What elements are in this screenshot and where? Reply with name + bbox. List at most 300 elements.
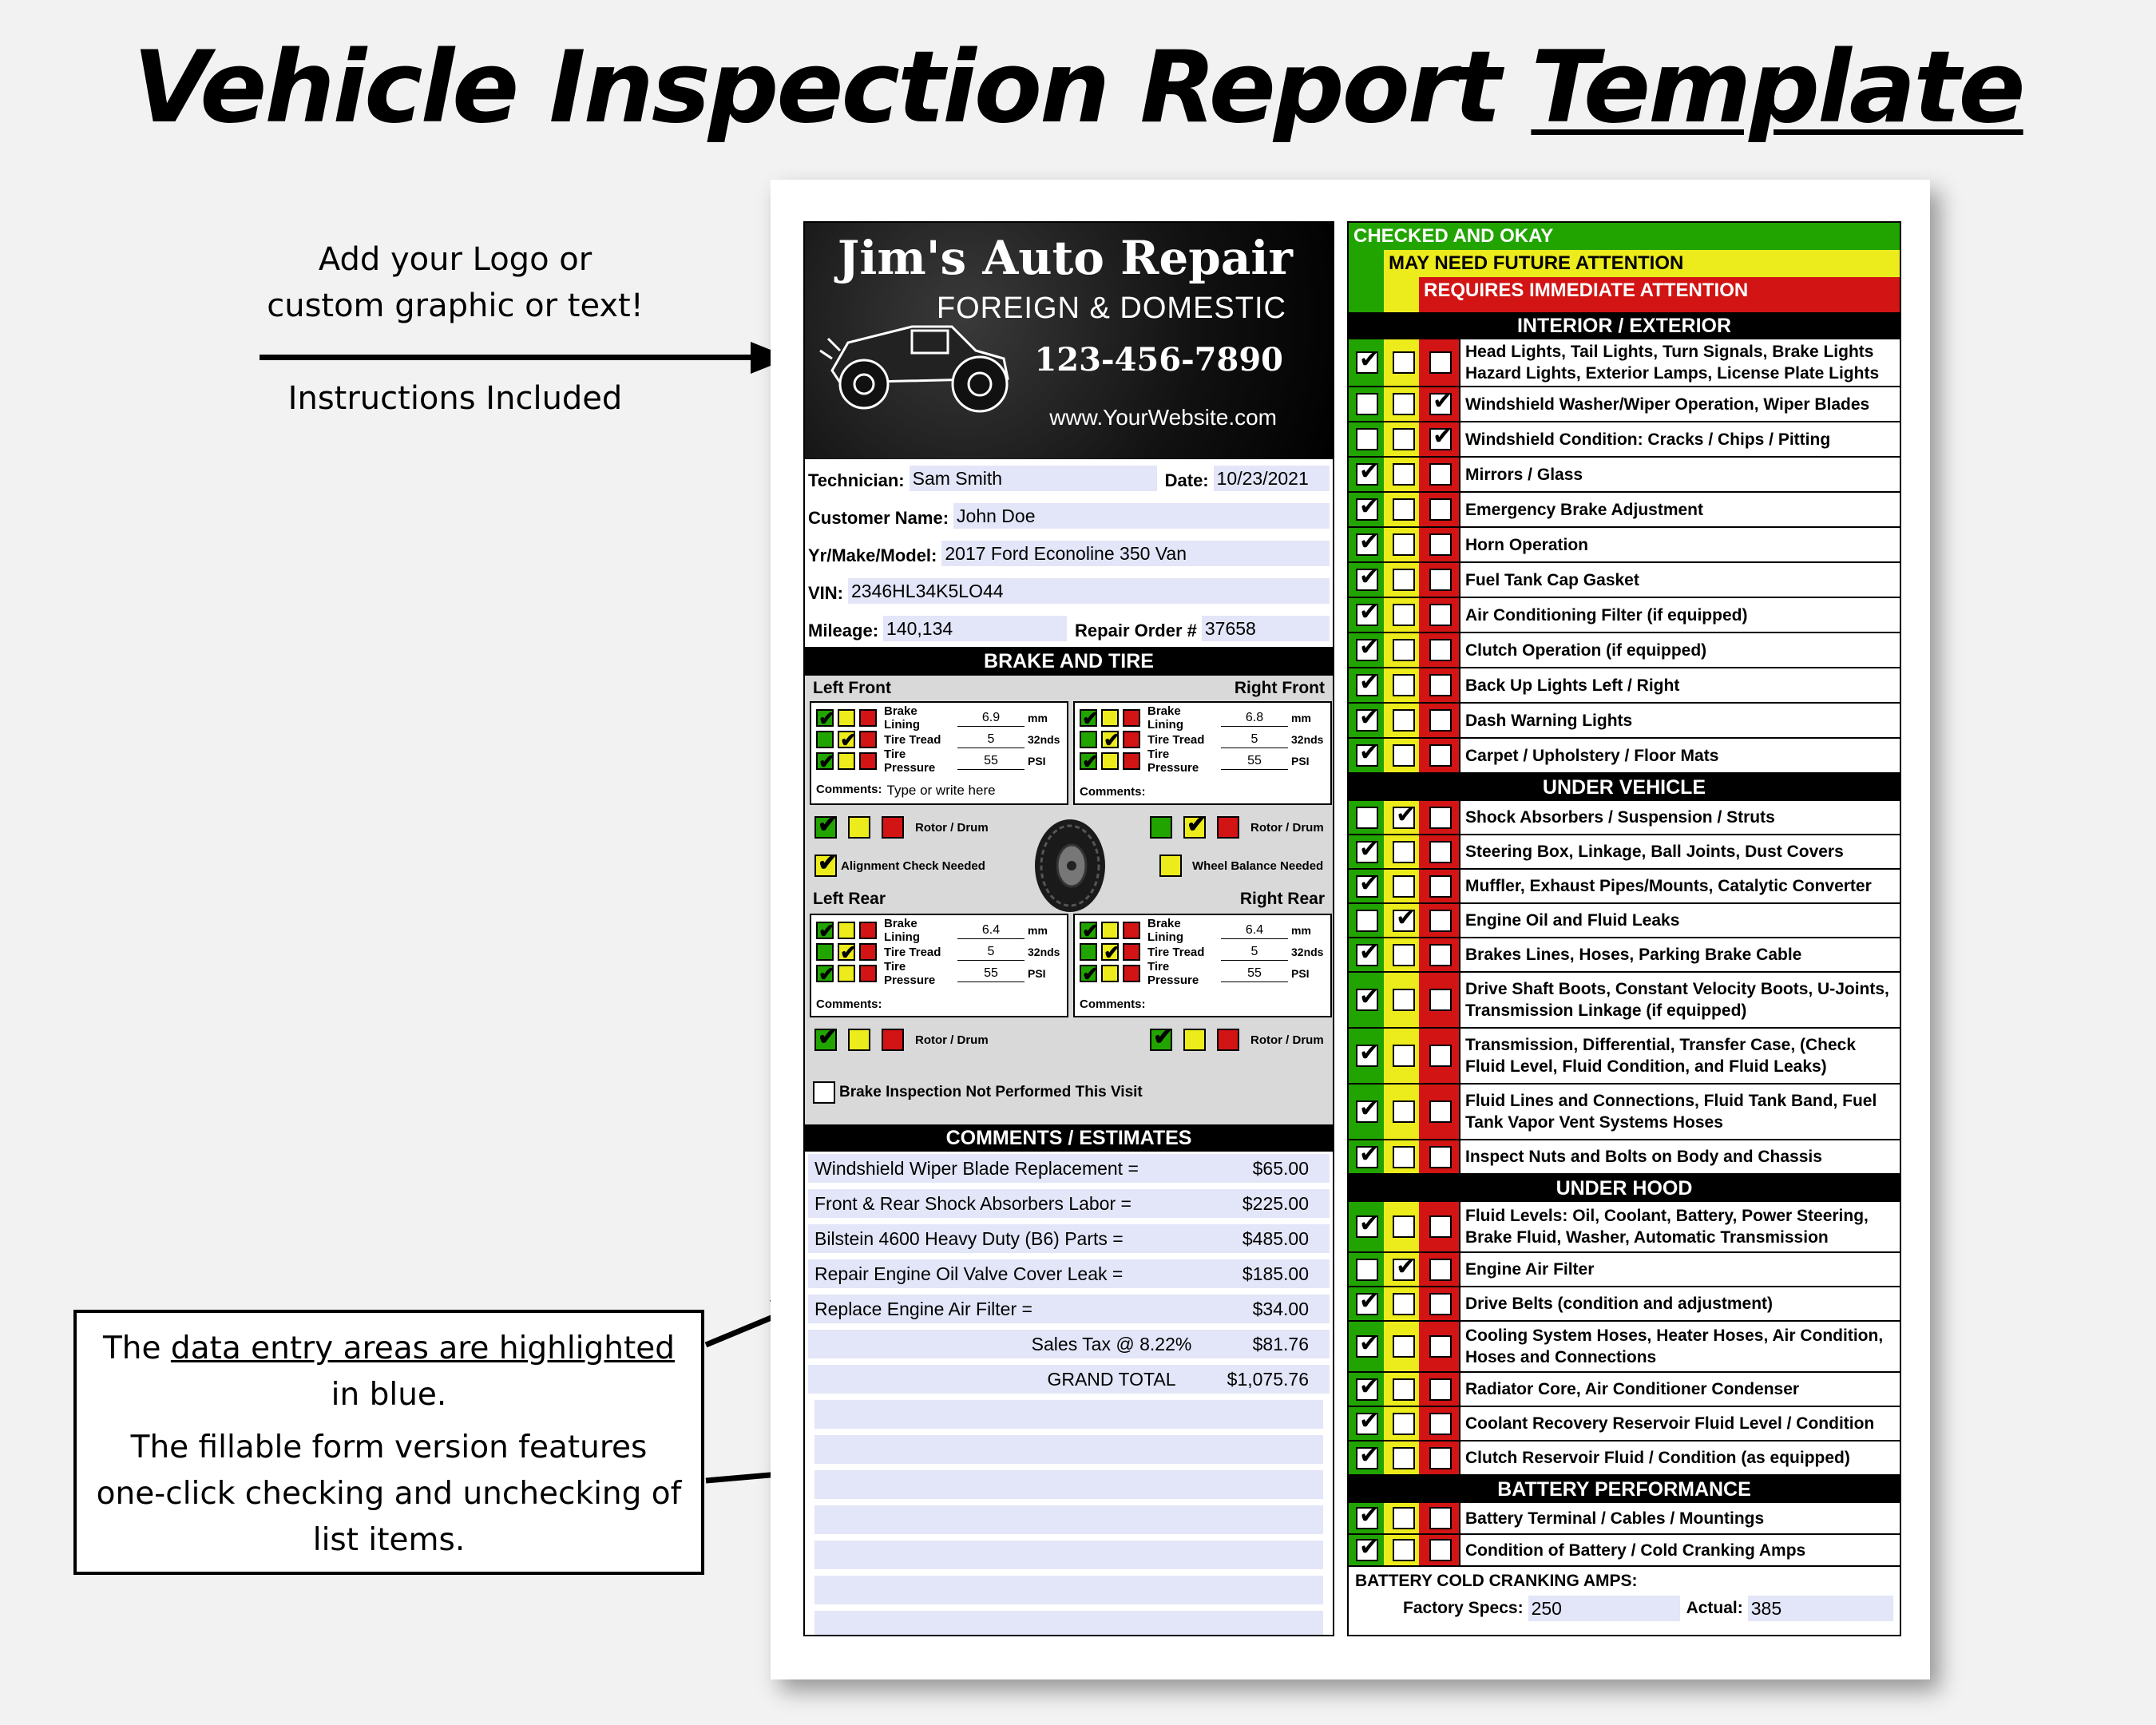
callout-line3: The fillable form version features [130,1430,648,1465]
grand-total-field[interactable] [808,1365,1330,1394]
checkbox-group [1349,973,1459,1027]
checklist-row [1349,1202,1900,1253]
wheel-box-left-front [810,701,1068,805]
right-front-label: Right Front [1234,679,1325,697]
checklist-checkbox[interactable] [1429,1293,1452,1315]
section-header: BATTERY PERFORMANCE [1349,1476,1900,1503]
checklist-checkbox[interactable] [1429,875,1452,898]
checkbox-group [1349,563,1459,597]
blank-estimate-field[interactable] [814,1470,1323,1499]
repair-order-field[interactable]: 37658 [1202,616,1330,641]
rotor-checkbox[interactable] [1217,1029,1239,1051]
status-checkbox[interactable] [1123,943,1140,961]
measure-value[interactable]: 6.8 [1221,710,1288,727]
checklist-checkbox[interactable] [1393,569,1415,591]
checklist-row [1349,668,1900,704]
checklist-checkbox[interactable] [1429,533,1452,556]
checklist-checkbox[interactable] [1393,875,1415,898]
battery-cca [1349,1567,1900,1626]
checklist-checkbox[interactable] [1356,569,1378,591]
estimate-field[interactable] [808,1224,1330,1253]
checklist-checkbox[interactable] [1429,989,1452,1011]
checklist-checkbox[interactable] [1429,1215,1452,1238]
section-header: UNDER VEHICLE [1349,774,1900,801]
checklist-checkbox[interactable] [1356,744,1378,767]
checklist-checkbox[interactable] [1356,944,1378,966]
measure-label: Tire Tread [884,945,941,959]
actual-field[interactable]: 385 [1748,1596,1893,1621]
checklist-item-label: Muffler, Exhaust Pipes/Mounts, Catalytic Converter [1459,870,1900,902]
checklist-checkbox[interactable] [1356,533,1378,556]
status-checkbox[interactable] [838,922,855,939]
measure-value[interactable]: 6.9 [957,710,1024,727]
estimate-field[interactable] [808,1295,1330,1323]
checklist-checkbox[interactable] [1393,1293,1415,1315]
checklist-checkbox[interactable] [1393,1045,1415,1067]
checkbox-group [1349,458,1459,491]
rotor-checkbox[interactable] [1150,1029,1172,1051]
checklist-row [1349,1085,1900,1140]
rotor-left-rear [814,1029,989,1051]
checklist-checkbox[interactable] [1393,463,1415,486]
checklist-checkbox[interactable] [1393,428,1415,450]
checklist-checkbox[interactable] [1356,1447,1378,1469]
estimate-amount: $225.00 [1242,1193,1309,1214]
checklist-checkbox[interactable] [1429,910,1452,932]
checkbox-group [1349,1140,1459,1173]
measure-value[interactable]: 6.4 [957,922,1024,939]
legend-red: REQUIRES IMMEDIATE ATTENTION [1419,277,1900,304]
comments-field[interactable] [887,997,1062,1011]
checklist-checkbox[interactable] [1356,1259,1378,1281]
title-main: Vehicle Inspection Report [133,30,1500,145]
status-checkbox[interactable] [859,922,877,939]
checklist-checkbox[interactable] [1393,1413,1415,1435]
wheel-comments [816,997,1062,1011]
technician-field[interactable]: Sam Smith [910,466,1157,491]
measure-label: Tire Pressure [884,748,936,775]
checklist-checkbox[interactable] [1356,463,1378,486]
measure-label: Brake Lining [884,704,920,732]
comments-field[interactable] [1151,785,1326,799]
checklist-checkbox[interactable] [1356,1539,1378,1561]
rotor-checkbox[interactable] [814,816,837,839]
checkbox-group [1349,387,1459,421]
estimate-field[interactable] [808,1154,1330,1183]
status-checkbox[interactable] [859,965,877,982]
measure-label: Brake Lining [1147,704,1183,732]
checklist-checkbox[interactable] [1429,1100,1452,1123]
measure-value[interactable]: 55 [1221,966,1288,982]
checklist-checkbox[interactable] [1429,639,1452,661]
checklist-checkbox[interactable] [1393,1100,1415,1123]
checklist-item-label: Drive Shaft Boots, Constant Velocity Boots, U-Joints, Transmission Linkage (if equipped) [1459,973,1900,1027]
measure-value[interactable]: 5 [957,944,1024,961]
checklist-checkbox[interactable] [1356,1378,1378,1401]
checklist-checkbox[interactable] [1429,944,1452,966]
blank-estimate-field[interactable] [814,1400,1323,1429]
rotor-checkbox[interactable] [848,1029,870,1051]
checklist-checkbox[interactable] [1429,1539,1452,1561]
estimate-field[interactable] [808,1189,1330,1218]
customer-row [808,497,1330,534]
status-checkbox[interactable] [859,943,877,961]
status-checkbox[interactable] [816,709,834,727]
checklist-checkbox[interactable] [1393,1335,1415,1358]
blank-estimate-row [808,1503,1330,1538]
status-checkbox[interactable] [1123,752,1140,770]
checklist-checkbox[interactable] [1356,1335,1378,1358]
status-checkbox[interactable] [1101,752,1119,770]
measure-value[interactable]: 55 [957,753,1024,770]
checklist-row [1349,387,1900,422]
report-page [771,180,1930,1679]
rotor-checkbox[interactable] [814,1029,837,1051]
grand-total-label: GRAND TOTAL [1047,1369,1176,1390]
status-checkbox[interactable] [816,922,834,939]
checklist-row [1349,563,1900,598]
estimate-row [808,1257,1330,1292]
status-checkbox[interactable] [1080,752,1097,770]
blank-estimate-row [808,1573,1330,1608]
checklist-checkbox[interactable] [1393,1378,1415,1401]
checklist-row [1349,739,1900,774]
status-checkbox[interactable] [816,731,834,748]
blank-estimate-field[interactable] [814,1435,1323,1464]
rotor-checkbox[interactable] [1183,1029,1206,1051]
rotor-checkbox[interactable] [848,816,870,839]
legend [1349,223,1900,312]
status-checkbox[interactable] [1080,731,1097,748]
status-checkbox[interactable] [1101,922,1119,939]
alignment-checkbox[interactable] [814,855,837,877]
checklist-checkbox[interactable] [1356,709,1378,732]
measure-value[interactable]: 55 [957,966,1024,982]
comments-label: Comments: [1080,997,1146,1011]
checklist-checkbox[interactable] [1393,1146,1415,1168]
wheel-comments [1080,997,1326,1011]
checklist-checkbox[interactable] [1356,807,1378,829]
wheel-measure-row [816,960,1046,987]
not-performed-checkbox[interactable] [813,1081,835,1104]
customer-info [805,459,1333,647]
checklist-row [1349,1253,1900,1287]
checklist-checkbox[interactable] [1393,841,1415,863]
checklist-checkbox[interactable] [1356,498,1378,521]
checklist-checkbox[interactable] [1429,463,1452,486]
measure-value[interactable]: 55 [1221,753,1288,770]
checklist-checkbox[interactable] [1429,1146,1452,1168]
page-title [0,16,2156,160]
status-checkbox[interactable] [816,965,834,982]
checklist-checkbox[interactable] [1393,944,1415,966]
status-checkbox[interactable] [838,752,855,770]
checklist-checkbox[interactable] [1356,674,1378,696]
checklist-checkbox[interactable] [1429,841,1452,863]
not-performed-check [813,1081,1143,1104]
checklist-checkbox[interactable] [1393,1447,1415,1469]
checklist-item-label: Clutch Reservoir Fluid / Condition (as equipped) [1459,1441,1900,1474]
checklist-row [1349,1407,1900,1441]
checklist-checkbox[interactable] [1429,569,1452,591]
wheel-measure-row [1080,960,1310,987]
checklist-checkbox[interactable] [1393,351,1415,374]
status-checkbox[interactable] [859,709,877,727]
checklist-row [1349,704,1900,739]
measure-unit: PSI [1028,967,1046,980]
checklist-checkbox[interactable] [1393,533,1415,556]
checklist-checkbox[interactable] [1356,1413,1378,1435]
measure-value[interactable]: 5 [957,732,1024,748]
status-checkbox[interactable] [1123,709,1140,727]
checklist-checkbox[interactable] [1429,393,1452,415]
checklist-checkbox[interactable] [1429,1378,1452,1401]
checklist-checkbox[interactable] [1393,744,1415,767]
checkbox-group [1349,1322,1459,1371]
customer-field[interactable]: John Doe [953,503,1330,529]
checklist-checkbox[interactable] [1356,910,1378,932]
shop-name: Jim's Auto Repair [837,231,1293,285]
status-checkbox[interactable] [1080,709,1097,727]
checkbox-group [1349,1373,1459,1406]
estimate-row [808,1152,1330,1187]
legend-yellow: MAY NEED FUTURE ATTENTION [1384,250,1900,277]
measure-value[interactable]: 5 [1221,732,1288,748]
sales-tax-field[interactable] [808,1330,1330,1358]
checklist-checkbox[interactable] [1429,1413,1452,1435]
checklist-checkbox[interactable] [1393,674,1415,696]
checklist-item-label: Head Lights, Tail Lights, Turn Signals, Brake Lights Hazard Lights, Exterior Lamps, License Plate Lights [1459,339,1900,386]
estimates-header: COMMENTS / ESTIMATES [805,1124,1333,1152]
measure-value[interactable]: 6.4 [1221,922,1288,939]
logo-note-line2: custom graphic or text! [267,288,644,324]
rotor-checkbox[interactable] [882,1029,904,1051]
checklist-checkbox[interactable] [1393,639,1415,661]
checklist-item-label: Horn Operation [1459,528,1900,561]
checkbox-group [1349,835,1459,868]
checklist-checkbox[interactable] [1356,1146,1378,1168]
rotor-checkbox[interactable] [882,816,904,839]
comments-field[interactable]: Type or write here [887,783,1062,799]
checklist-checkbox[interactable] [1393,1539,1415,1561]
vin-label: VIN: [808,583,843,603]
checklist-checkbox[interactable] [1393,498,1415,521]
status-checkbox[interactable] [1123,922,1140,939]
checklist-row [1349,973,1900,1029]
checklist-checkbox[interactable] [1356,989,1378,1011]
blank-estimate-field[interactable] [814,1576,1323,1604]
blank-estimate-field[interactable] [814,1611,1323,1636]
checklist-checkbox[interactable] [1356,1045,1378,1067]
checklist-checkbox[interactable] [1356,1507,1378,1529]
mileage-field[interactable]: 140,134 [883,616,1067,641]
checklist-checkbox[interactable] [1356,428,1378,450]
rotor-label: Rotor / Drum [915,820,989,835]
factory-specs-field[interactable]: 250 [1528,1596,1680,1621]
checklist-row [1349,1140,1900,1175]
checklist-checkbox[interactable] [1393,807,1415,829]
wheel-measure-row [1080,704,1311,732]
checklist-checkbox[interactable] [1356,1293,1378,1315]
checklist-checkbox[interactable] [1429,1045,1452,1067]
checklist-item-label: Clutch Operation (if equipped) [1459,633,1900,667]
checklist-checkbox[interactable] [1429,1335,1452,1358]
measure-label: Brake Lining [884,917,920,944]
checklist-item-label: Windshield Washer/Wiper Operation, Wiper Blades [1459,387,1900,421]
brake-tire-header: BRAKE AND TIRE [805,647,1333,676]
measure-unit: mm [1028,712,1048,724]
checkbox-group [1349,938,1459,971]
blank-estimate-field[interactable] [814,1505,1323,1534]
blank-estimate-row [808,1538,1330,1573]
callout-line2: in blue. [331,1377,447,1413]
checklist-row [1349,1503,1900,1535]
checklist-item-label: Battery Terminal / Cables / Mountings [1459,1503,1900,1533]
comments-label: Comments: [816,783,882,796]
estimate-field[interactable] [808,1259,1330,1288]
shop-phone: 123-456-7890 [1034,341,1283,379]
checkbox-group [1349,1407,1459,1440]
status-checkbox[interactable] [838,731,855,748]
measure-unit: mm [1028,924,1048,937]
measure-label: Tire Tread [1147,732,1205,747]
status-checkbox[interactable] [838,943,855,961]
status-checkbox[interactable] [1123,731,1140,748]
checklist-checkbox[interactable] [1429,744,1452,767]
wheel-box-right-front [1073,701,1332,805]
checklist-checkbox[interactable] [1429,604,1452,626]
rotor-label: Rotor / Drum [1250,1033,1324,1047]
measure-unit: 32nds [1291,733,1324,746]
checklist-checkbox[interactable] [1429,1507,1452,1529]
status-checkbox[interactable] [1123,965,1140,982]
wheel-measure-row [816,704,1048,732]
checklist-checkbox[interactable] [1356,393,1378,415]
callout-pre: The [102,1330,171,1366]
checkbox-group [1349,339,1459,386]
checklist-item-label: Radiator Core, Air Conditioner Condenser [1459,1373,1900,1406]
status-checkbox[interactable] [1080,922,1097,939]
callout-line5: list items. [312,1522,466,1558]
checklist-checkbox[interactable] [1429,1259,1452,1281]
checklist-checkbox[interactable] [1429,1447,1452,1469]
checklist-checkbox[interactable] [1393,910,1415,932]
tech-date-row [808,459,1330,497]
checklist-row [1349,1029,1900,1085]
status-checkbox[interactable] [838,965,855,982]
grand-total-amount: $1,075.76 [1227,1369,1309,1390]
checkbox-group [1349,1287,1459,1320]
checkbox-group [1349,739,1459,772]
status-checkbox[interactable] [816,943,834,961]
checklist-checkbox[interactable] [1429,498,1452,521]
rotor-checkbox[interactable] [1183,816,1206,839]
checklist-checkbox[interactable] [1393,989,1415,1011]
rotor-checkbox[interactable] [1150,816,1172,839]
checklist-checkbox[interactable] [1429,428,1452,450]
status-checkbox[interactable] [1080,965,1097,982]
vehicle-row [808,534,1330,572]
measure-label: Tire Tread [1147,945,1205,959]
section-header: UNDER HOOD [1349,1175,1900,1202]
comments-field[interactable] [1151,997,1326,1011]
status-checkbox[interactable] [859,752,877,770]
customer-label: Customer Name: [808,508,949,528]
checklist-checkbox[interactable] [1393,604,1415,626]
tire-icon [1032,818,1108,914]
rotor-right-front [1150,816,1324,839]
left-column [803,221,1334,1636]
checklist-item-label: Engine Air Filter [1459,1253,1900,1286]
checklist-checkbox[interactable] [1393,1507,1415,1529]
checklist-row [1349,633,1900,668]
checklist-checkbox[interactable] [1429,674,1452,696]
checklist-checkbox[interactable] [1393,1259,1415,1281]
right-column [1347,221,1901,1636]
rotor-checkbox[interactable] [1217,816,1239,839]
status-checkbox[interactable] [859,731,877,748]
estimate-row [808,1187,1330,1222]
checklist-checkbox[interactable] [1356,639,1378,661]
checklist-checkbox[interactable] [1393,709,1415,732]
checklist-checkbox[interactable] [1393,1215,1415,1238]
rotor-label: Rotor / Drum [915,1033,989,1047]
measure-label: Tire Tread [884,732,941,747]
vehicle-field[interactable]: 2017 Ford Econoline 350 Van [941,541,1330,566]
checklist-checkbox[interactable] [1429,709,1452,732]
status-checkbox[interactable] [1101,731,1119,748]
checklist-item-label: Cooling System Hoses, Heater Hoses, Air Condition, Hoses and Connections [1459,1322,1900,1371]
estimates-list [805,1152,1333,1636]
callout-underlined: data entry areas are highlighted [170,1330,676,1366]
status-checkbox[interactable] [816,752,834,770]
balance-label: Wheel Balance Needed [1192,859,1324,873]
status-checkbox[interactable] [1101,943,1119,961]
status-checkbox[interactable] [1080,943,1097,961]
alignment-check [814,855,985,877]
alignment-label: Alignment Check Needed [841,859,985,873]
wheel-box-left-rear [810,914,1068,1017]
checklist-checkbox[interactable] [1356,1100,1378,1123]
checklist-checkbox[interactable] [1429,351,1452,374]
checklist-checkbox[interactable] [1356,841,1378,863]
checklist-item-label: Fluid Lines and Connections, Fluid Tank Band, Fuel Tank Vapor Vent Systems Hoses [1459,1085,1900,1139]
shop-website: www.YourWebsite.com [1049,405,1277,430]
balance-checkbox[interactable] [1159,855,1182,877]
checklist-checkbox[interactable] [1393,393,1415,415]
vin-field[interactable]: 2346HL34K5LO44 [848,578,1330,604]
blank-estimate-row [808,1433,1330,1468]
wheel-measure-row [1080,917,1311,944]
date-label: Date: [1164,470,1209,490]
checklist-checkbox[interactable] [1429,807,1452,829]
checkbox-group [1349,422,1459,456]
checklist-checkbox[interactable] [1356,604,1378,626]
checklist-checkbox[interactable] [1356,351,1378,374]
checklist-row [1349,493,1900,528]
status-checkbox[interactable] [838,709,855,727]
blank-estimate-field[interactable] [814,1541,1323,1569]
status-checkbox[interactable] [1101,709,1119,727]
arrow-logo [260,355,763,360]
checklist-row [1349,938,1900,973]
checklist-checkbox[interactable] [1356,875,1378,898]
checklist-checkbox[interactable] [1356,1215,1378,1238]
status-checkbox[interactable] [1101,965,1119,982]
blank-estimate-row [808,1608,1330,1636]
date-field[interactable]: 10/23/2021 [1214,466,1330,491]
measure-value[interactable]: 5 [1221,944,1288,961]
